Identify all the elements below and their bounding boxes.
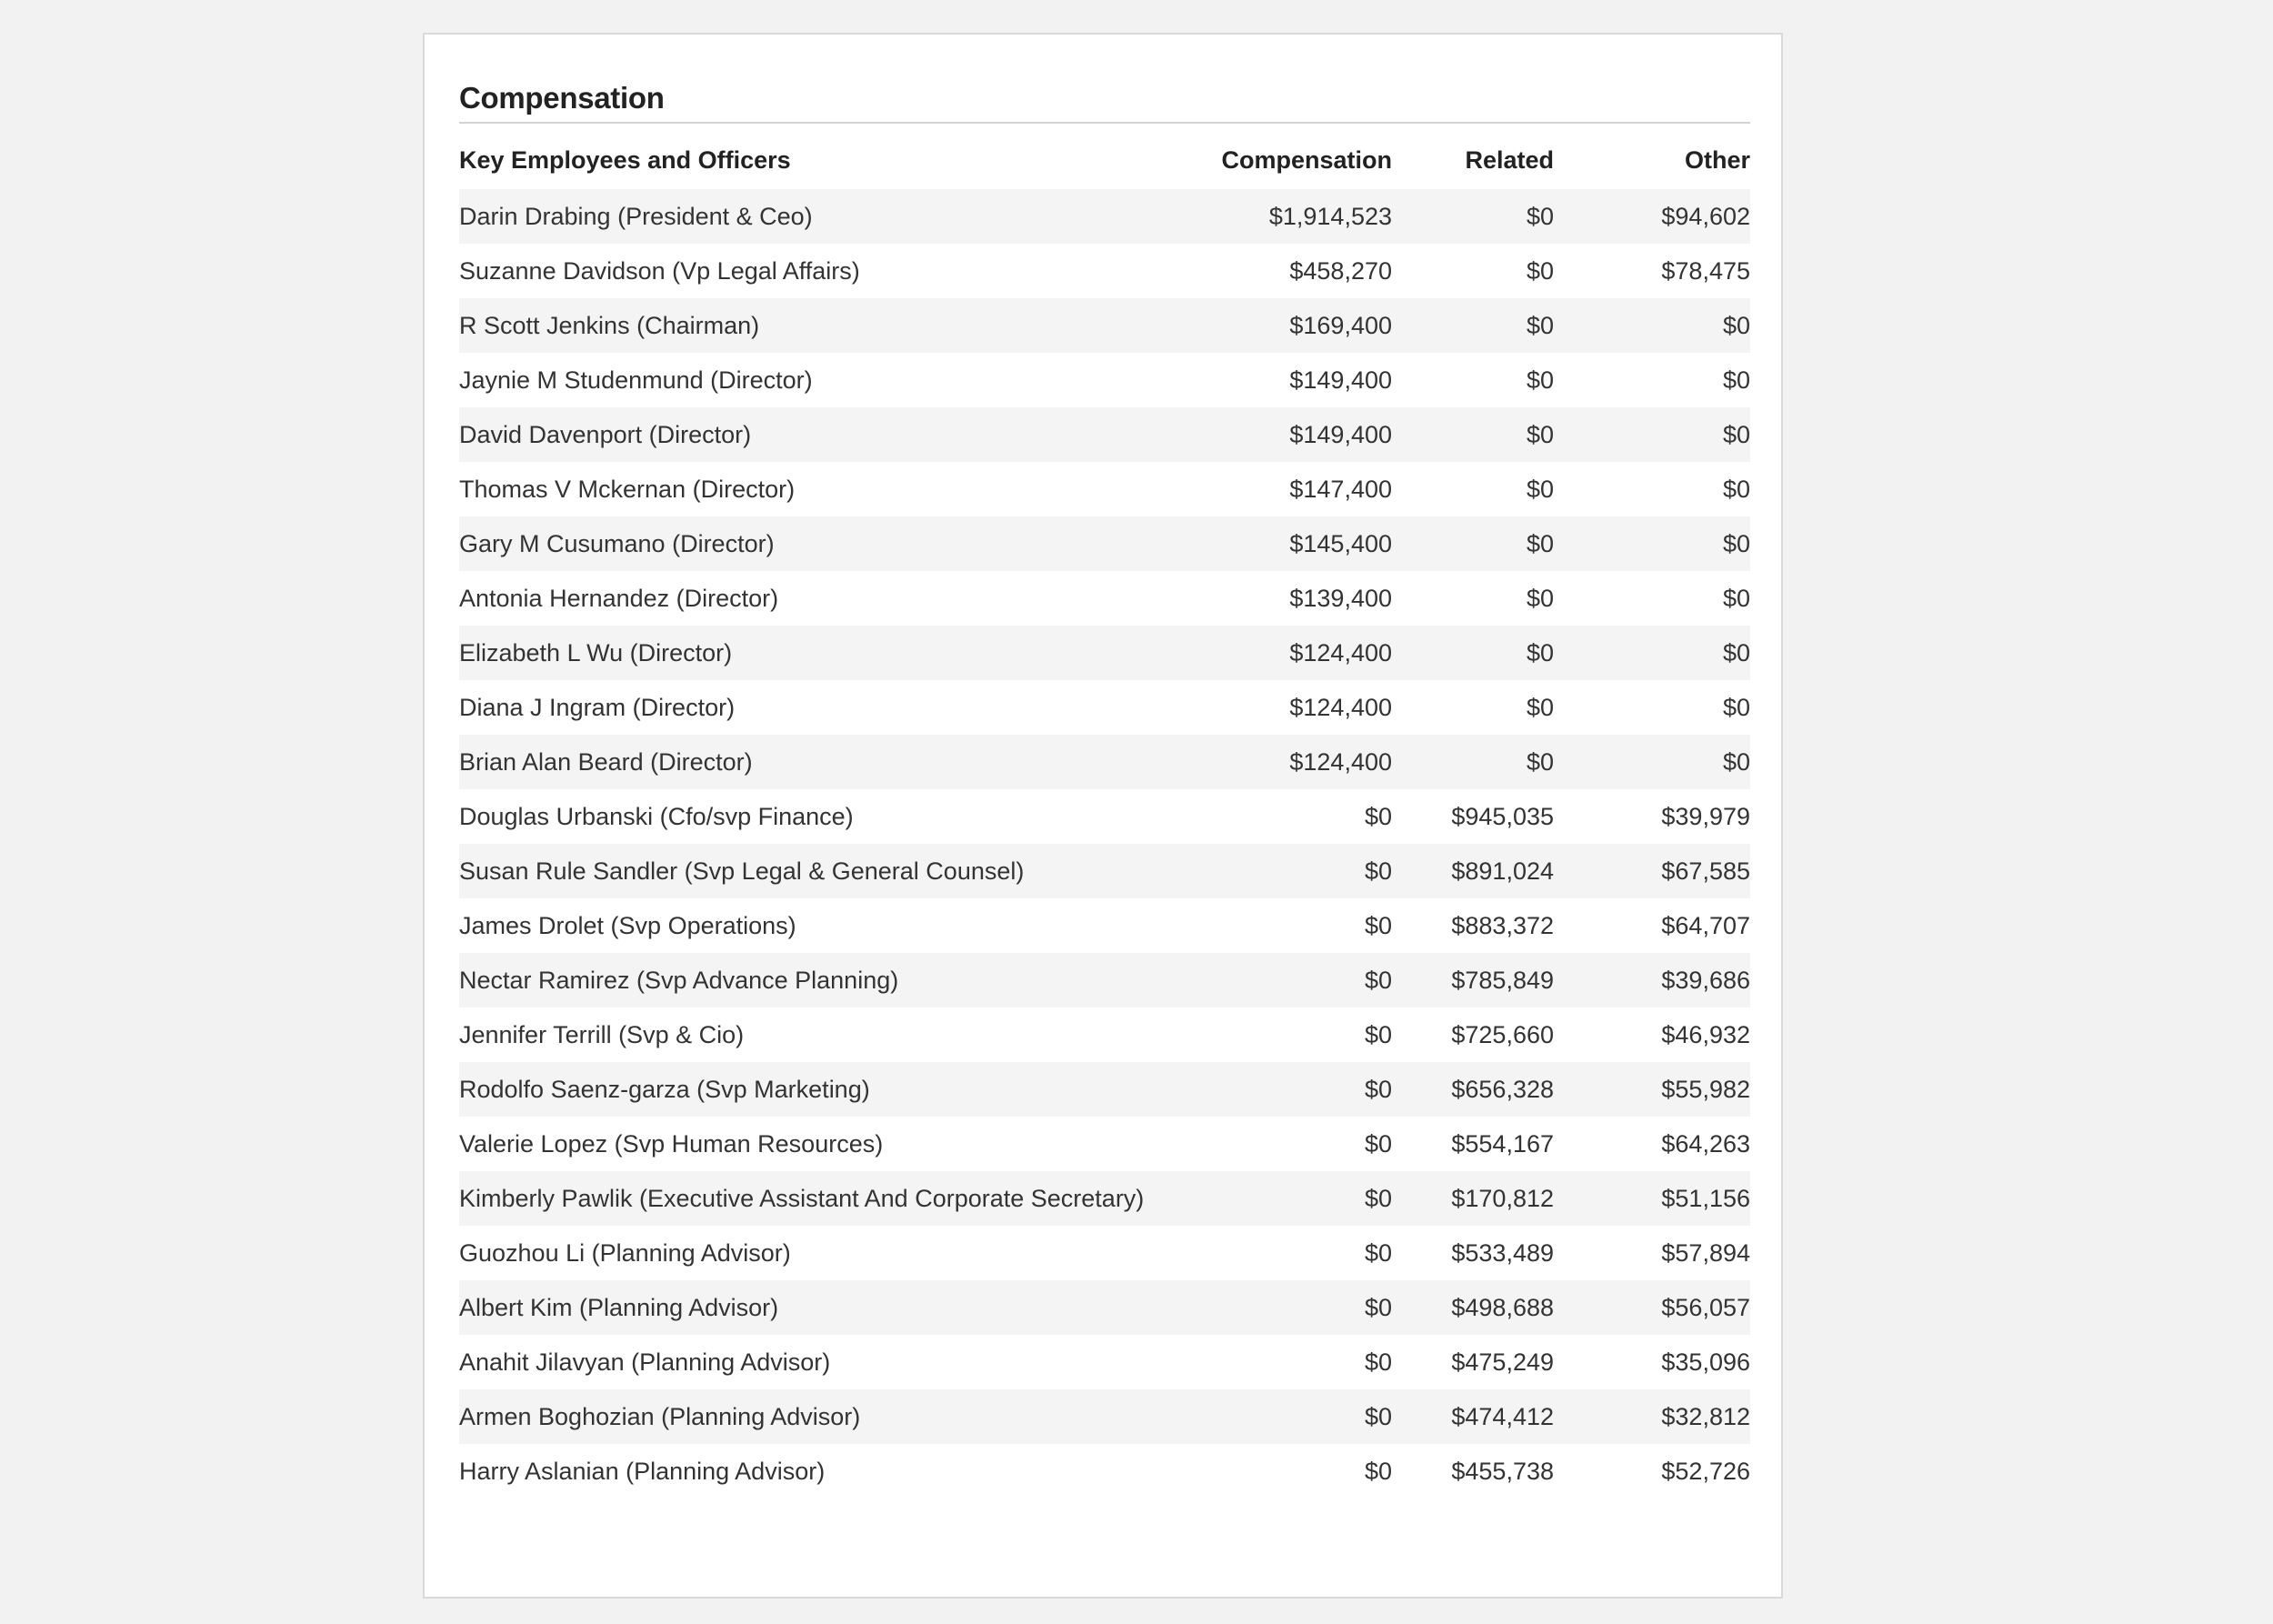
cell-related: $0 (1526, 584, 1554, 612)
cell-related: $474,412 (1451, 1402, 1554, 1430)
table-row (459, 353, 1750, 407)
cell-compensation: $0 (1364, 1402, 1392, 1430)
cell-name: Valerie Lopez (Svp Human Resources) (459, 1129, 884, 1158)
cell-related: $170,812 (1451, 1184, 1554, 1212)
column-header-compensation: Compensation (1221, 145, 1392, 174)
cell-related: $0 (1526, 256, 1554, 285)
cell-related: $0 (1526, 311, 1554, 339)
table-header (459, 131, 1750, 189)
cell-name: Diana J Ingram (Director) (459, 693, 736, 721)
cell-related: $883,372 (1451, 911, 1554, 939)
cell-other: $55,982 (1661, 1075, 1750, 1103)
cell-name: James Drolet (Svp Operations) (459, 911, 796, 939)
cell-name: Susan Rule Sandler (Svp Legal & General Counsel) (459, 857, 1025, 885)
cell-name: Jennifer Terrill (Svp & Cio) (459, 1020, 745, 1048)
cell-related: $656,328 (1451, 1075, 1554, 1103)
cell-other: $35,096 (1661, 1348, 1750, 1376)
cell-compensation: $0 (1364, 1184, 1392, 1212)
cell-name: Suzanne Davidson (Vp Legal Affairs) (459, 256, 860, 285)
cell-related: $0 (1526, 693, 1554, 721)
cell-name: Nectar Ramirez (Svp Advance Planning) (459, 966, 899, 994)
cell-related: $0 (1526, 747, 1554, 776)
table-row (459, 1335, 1750, 1389)
cell-related: $725,660 (1451, 1020, 1554, 1048)
table-row (459, 1280, 1750, 1335)
cell-related: $533,489 (1451, 1238, 1554, 1267)
cell-other: $64,263 (1661, 1129, 1750, 1158)
cell-compensation: $124,400 (1289, 693, 1392, 721)
cell-name: Elizabeth L Wu (Director) (459, 638, 733, 667)
cell-compensation: $0 (1364, 802, 1392, 830)
cell-name: Albert Kim (Planning Advisor) (459, 1293, 779, 1321)
table-row (459, 1226, 1750, 1280)
cell-related: $0 (1526, 202, 1554, 230)
cell-other: $32,812 (1661, 1402, 1750, 1430)
cell-compensation: $147,400 (1289, 475, 1392, 503)
cell-name: Anahit Jilavyan (Planning Advisor) (459, 1348, 831, 1376)
cell-other: $64,707 (1661, 911, 1750, 939)
cell-other: $0 (1722, 311, 1750, 339)
table-row (459, 844, 1750, 898)
cell-compensation: $124,400 (1289, 747, 1392, 776)
cell-related: $785,849 (1451, 966, 1554, 994)
column-header-name: Key Employees and Officers (459, 145, 791, 174)
table-row (459, 516, 1750, 571)
column-header-other: Other (1684, 145, 1750, 174)
cell-other: $67,585 (1661, 857, 1750, 885)
cell-other: $0 (1722, 475, 1750, 503)
cell-compensation: $0 (1364, 1293, 1392, 1321)
cell-name: Harry Aslanian (Planning Advisor) (459, 1457, 826, 1485)
cell-name: Gary M Cusumano (Director) (459, 529, 775, 557)
cell-compensation: $0 (1364, 1238, 1392, 1267)
table-row (459, 898, 1750, 953)
cell-other: $46,932 (1661, 1020, 1750, 1048)
cell-other: $0 (1722, 747, 1750, 776)
cell-other: $0 (1722, 693, 1750, 721)
cell-related: $0 (1526, 366, 1554, 394)
cell-compensation: $145,400 (1289, 529, 1392, 557)
cell-other: $0 (1722, 638, 1750, 667)
column-header-related: Related (1465, 145, 1554, 174)
table-row (459, 189, 1750, 244)
cell-name: Armen Boghozian (Planning Advisor) (459, 1402, 861, 1430)
cell-name: David Davenport (Director) (459, 420, 752, 448)
compensation-section (459, 75, 1750, 1499)
cell-name: R Scott Jenkins (Chairman) (459, 311, 760, 339)
cell-compensation: $0 (1364, 857, 1392, 885)
cell-compensation: $0 (1364, 1348, 1392, 1376)
table-body (459, 189, 1750, 1499)
table-row (459, 1117, 1750, 1171)
table-row (459, 953, 1750, 1007)
cell-related: $0 (1526, 529, 1554, 557)
cell-related: $0 (1526, 475, 1554, 503)
table-row (459, 735, 1750, 789)
cell-other: $0 (1722, 366, 1750, 394)
cell-other: $94,602 (1661, 202, 1750, 230)
cell-related: $0 (1526, 638, 1554, 667)
compensation-card (423, 33, 1783, 1599)
cell-other: $0 (1722, 529, 1750, 557)
table-row (459, 407, 1750, 462)
cell-compensation: $124,400 (1289, 638, 1392, 667)
table-row (459, 571, 1750, 626)
cell-other: $39,979 (1661, 802, 1750, 830)
table-row (459, 298, 1750, 353)
cell-related: $0 (1526, 420, 1554, 448)
cell-other: $57,894 (1661, 1238, 1750, 1267)
table-row (459, 680, 1750, 735)
table-row (459, 1444, 1750, 1499)
cell-compensation: $0 (1364, 1129, 1392, 1158)
cell-compensation: $0 (1364, 966, 1392, 994)
cell-name: Guozhou Li (Planning Advisor) (459, 1238, 791, 1267)
section-title: Compensation (459, 75, 1750, 124)
table-row (459, 789, 1750, 844)
cell-name: Thomas V Mckernan (Director) (459, 475, 796, 503)
cell-other: $39,686 (1661, 966, 1750, 994)
cell-name: Brian Alan Beard (Director) (459, 747, 753, 776)
cell-compensation: $458,270 (1289, 256, 1392, 285)
cell-name: Jaynie M Studenmund (Director) (459, 366, 813, 394)
cell-name: Antonia Hernandez (Director) (459, 584, 779, 612)
cell-compensation: $1,914,523 (1268, 202, 1392, 230)
cell-compensation: $149,400 (1289, 420, 1392, 448)
cell-compensation: $139,400 (1289, 584, 1392, 612)
cell-name: Rodolfo Saenz-garza (Svp Marketing) (459, 1075, 870, 1103)
table-row (459, 244, 1750, 298)
cell-related: $945,035 (1451, 802, 1554, 830)
table-row (459, 1171, 1750, 1226)
cell-other: $56,057 (1661, 1293, 1750, 1321)
cell-compensation: $0 (1364, 1457, 1392, 1485)
cell-name: Darin Drabing (President & Ceo) (459, 202, 813, 230)
cell-related: $554,167 (1451, 1129, 1554, 1158)
table-row (459, 1062, 1750, 1117)
table-row (459, 1389, 1750, 1444)
cell-related: $891,024 (1451, 857, 1554, 885)
cell-related: $455,738 (1451, 1457, 1554, 1485)
cell-name: Douglas Urbanski (Cfo/svp Finance) (459, 802, 854, 830)
cell-name: Kimberly Pawlik (Executive Assistant And Corporate Secretary) (459, 1184, 1145, 1212)
cell-related: $475,249 (1451, 1348, 1554, 1376)
table-row (459, 1007, 1750, 1062)
cell-other: $78,475 (1661, 256, 1750, 285)
table-row (459, 462, 1750, 516)
cell-compensation: $0 (1364, 1020, 1392, 1048)
cell-other: $0 (1722, 584, 1750, 612)
table-header-row (459, 131, 1750, 189)
cell-compensation: $0 (1364, 911, 1392, 939)
cell-compensation: $169,400 (1289, 311, 1392, 339)
cell-related: $498,688 (1451, 1293, 1554, 1321)
cell-compensation: $149,400 (1289, 366, 1392, 394)
cell-other: $51,156 (1661, 1184, 1750, 1212)
cell-other: $0 (1722, 420, 1750, 448)
cell-other: $52,726 (1661, 1457, 1750, 1485)
cell-compensation: $0 (1364, 1075, 1392, 1103)
compensation-table (459, 131, 1750, 1499)
table-row (459, 626, 1750, 680)
